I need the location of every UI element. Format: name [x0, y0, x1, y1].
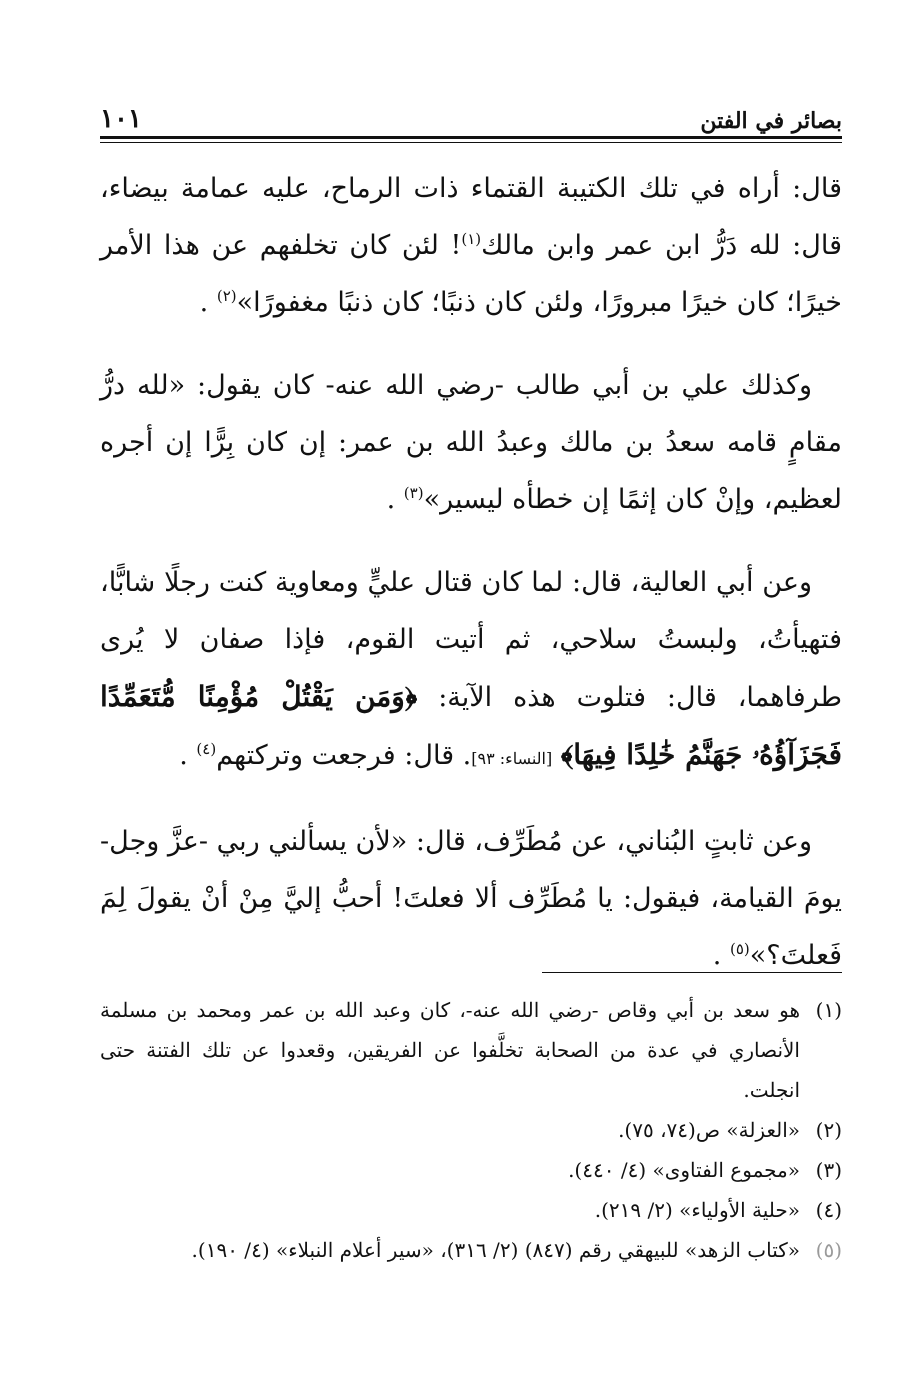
- footnotes: [100, 990, 842, 1270]
- footnote-ref-1: (١): [461, 230, 482, 248]
- main-text: [100, 160, 842, 1010]
- paragraph-4-text-a: وعن ثابتٍ البُناني، عن مُطَرِّف، قال: «لأن يسألني ربي -عزَّ وجل- يومَ القيامة، فيقول: يا مُطَرِّف ألا فعلتَ! أحبُّ إليَّ مِنْ أنْ يقولَ لِمَ فَعلتَ؟»: [100, 826, 842, 971]
- header-rule: [100, 136, 842, 139]
- footnote-ref-2: (٢): [216, 287, 237, 305]
- paragraph-2-text-b: .: [386, 484, 396, 515]
- paragraph-2: [100, 357, 842, 528]
- footnote-text: «كتاب الزهد» للبيهقي رقم (٨٤٧) (٢/ ٣١٦)، «سير أعلام النبلاء» (٤/ ١٩٠).: [191, 1238, 800, 1262]
- footnote-number: (٢): [815, 1118, 842, 1142]
- paragraph-4: [100, 813, 842, 984]
- footnote-ref-4: (٤): [196, 740, 217, 758]
- footnote-text: «العزلة» ص(٧٤، ٧٥).: [618, 1118, 800, 1142]
- running-title: بصائر في الفتن: [700, 108, 842, 134]
- footnote-number: (٣): [815, 1158, 842, 1182]
- footnote-1: [100, 990, 842, 1110]
- footnote-text: «حلية الأولياء» (٢/ ٢١٩).: [594, 1198, 800, 1222]
- footnote-separator: [542, 972, 842, 973]
- page-number: ١٠١: [100, 104, 142, 134]
- footnote-number: (٤): [815, 1198, 842, 1222]
- footnote-text: هو سعد بن أبي وقاص -رضي الله عنه-، كان وعبد الله بن عمر ومحمد بن مسلمة الأنصاري في عدة من الصحابة تخلَّفوا عن الفريقين، وقعدوا عن تلك الفتنة حتى انجلت.: [100, 998, 800, 1102]
- paragraph-3: [100, 554, 842, 787]
- footnote-number: (١): [815, 998, 842, 1022]
- footnote-ref-5: (٥): [729, 940, 750, 958]
- footnote-ref-3: (٣): [403, 484, 424, 502]
- paragraph-3-text-a: وعن أبي العالية، قال: لما كان قتال عليٍّ ومعاوية كنت رجلًا شابًّا، فتهيأتُ، ولبستُ سلاحي، ثم أتيت القوم، فإذا صفان لا يُرى طرفاهما، قال: فتلوت هذه الآية:: [100, 567, 843, 713]
- paragraph-3-text-c: .: [179, 740, 188, 771]
- footnote-3: [100, 1150, 842, 1190]
- quran-verse: ﴿وَمَن يَقْتُلْ مُؤْمِنًا مُّتَعَمِّدًا فَجَزَآؤُهُۥ جَهَنَّمُ خَٰلِدًا فِيهَا﴾: [100, 680, 842, 771]
- footnote-number: (٥): [815, 1238, 842, 1262]
- footnote-4: [100, 1190, 842, 1230]
- footnote-5: [100, 1230, 842, 1270]
- verse-reference: [النساء: ٩٣]: [471, 749, 553, 768]
- paragraph-1-text-a: قال: أراه في تلك الكتيبة القتماء ذات الرماح، عليه عمامة بيضاء، قال: لله دَرُّ ابن عمر وابن مالك: [100, 173, 842, 261]
- paragraph-2-text-a: وكذلك علي بن أبي طالب -رضي الله عنه- كان يقول: «لله درُّ مقامٍ قامه سعدُ بن مالك وعبدُ الله بن عمر: إن كان بِرًّا إن أجره لعظيم، وإنْ كان إثمًا إن خطأه ليسير»: [100, 370, 842, 515]
- paragraph-3-text-b: . قال: فرجعت وتركتهم: [216, 740, 472, 771]
- paragraph-1-text-b: ! لئن كان تخلفهم عن هذا الأمر خيرًا؛ كان خيرًا مبرورًا، ولئن كان ذنبًا؛ كان ذنبًا مغفورًا»: [100, 230, 842, 318]
- footnote-2: [100, 1110, 842, 1150]
- paragraph-1: [100, 160, 842, 331]
- page-header: [100, 92, 842, 132]
- paragraph-1-text-c: .: [199, 287, 209, 318]
- footnote-text: «مجموع الفتاوى» (٤/ ٤٤٠).: [568, 1158, 800, 1182]
- paragraph-4-text-b: .: [712, 940, 722, 971]
- header-rule-thin: [100, 142, 842, 143]
